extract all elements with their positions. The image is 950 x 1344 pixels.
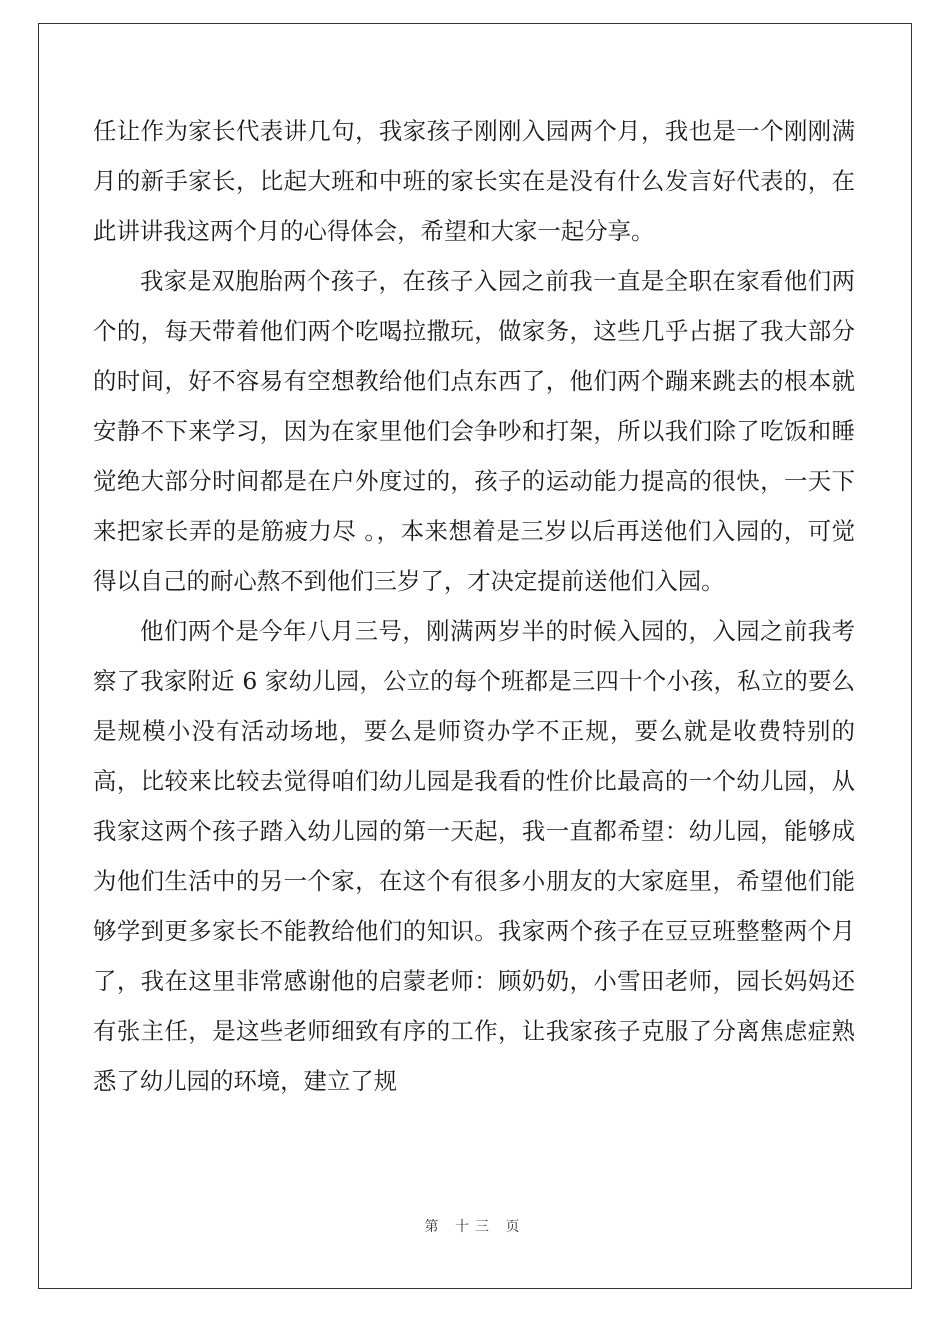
page-number: 第 十三 页 <box>424 1219 526 1235</box>
paragraph-3: 他们两个是今年八月三号，刚满两岁半的时候入园的，入园之前我考察了我家附近 6 家幼儿园，公立的每个班都是三四十个小孩，私立的要么是规模小没有活动场地，要么是师资办学不正规，要么就是收费特别的高，比较来比较去觉得咱们幼儿园是我看的性价比最高的一个幼儿园，从我家这两个孩子踏入幼儿园的第一天起，我一直都希望：幼儿园，能够成为他们生活中的另一个家，在这个有很多小朋友的大家庭里，希望他们能够学到更多家长不能教给他们的知识。我家两个孩子在豆豆班整整两个月了，我在这里非常感谢他的启蒙老师：顾奶奶，小雪田老师，园长妈妈还有张主任，是这些老师细致有序的工作，让我家孩子克服了分离焦虑症熟悉了幼儿园的环境，建立了规 <box>93 617 855 1095</box>
document-body <box>93 106 855 1106</box>
paragraph-2: 我家是双胞胎两个孩子，在孩子入园之前我一直是全职在家看他们两个的，每天带着他们两个吃喝拉撒玩，做家务，这些几乎占据了我大部分的时间，好不容易有空想教给他们点东西了，他们两个蹦来跳去的根本就安静不下来学习，因为在家里他们会争吵和打架，所以我们除了吃饭和睡觉绝大部分时间都是在户外度过的，孩子的运动能力提高的很快，一天下来把家长弄的是筋疲力尽 。，本来想着是三岁以后再送他们入园的，可觉得以自己的耐心熬不到他们三岁了，才决定提前送他们入园。 <box>93 267 855 595</box>
paragraph-1: 任让作为家长代表讲几句，我家孩子刚刚入园两个月，我也是一个刚刚满月的新手家长，比起大班和中班的家长实在是没有什么发言好代表的，在此讲讲我这两个月的心得体会，希望和大家一起分享。 <box>93 117 855 245</box>
